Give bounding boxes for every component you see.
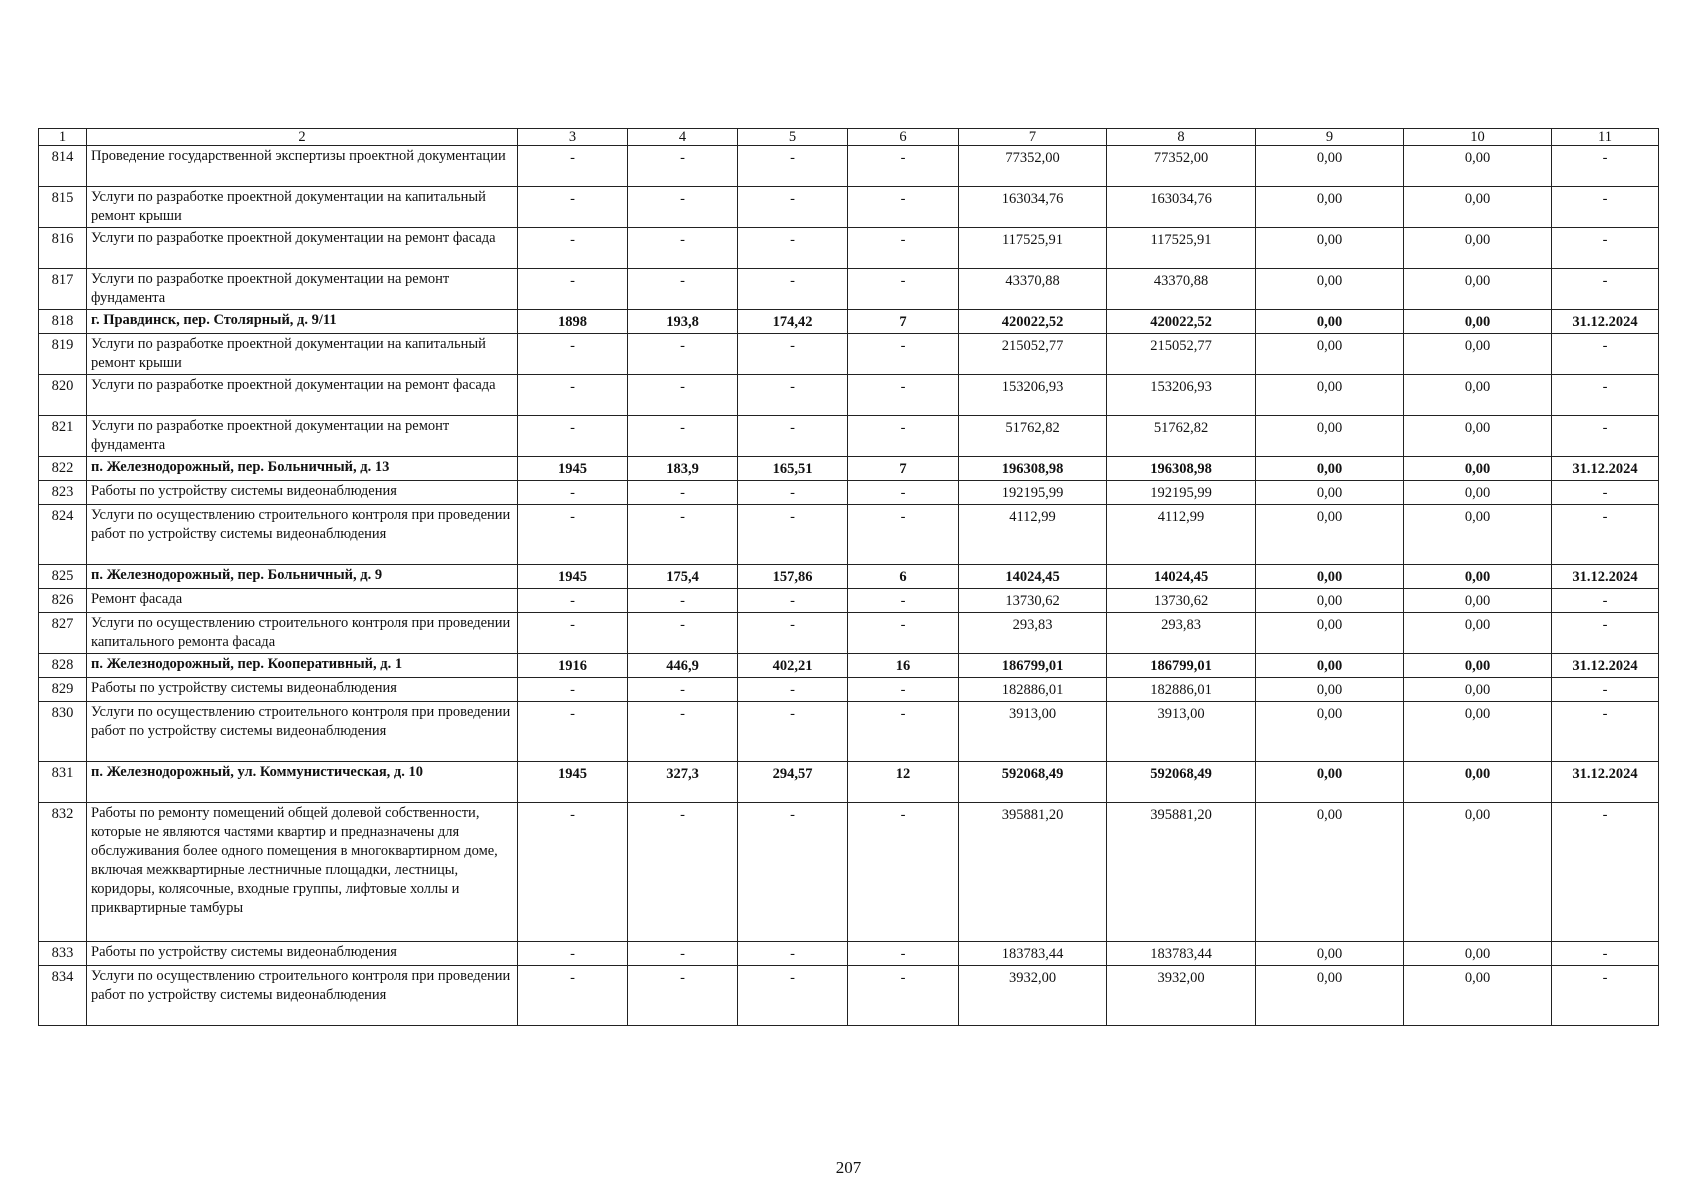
cell-cost-fund: 420022,52 <box>1107 310 1256 334</box>
row-description: Услуги по осуществлению строительного контроля при проведении работ по устройству системы видеонаблюдения <box>87 966 518 1026</box>
cell-residents: - <box>848 416 959 457</box>
cell-area-living: 402,21 <box>738 654 848 678</box>
row-description: Услуги по разработке проектной документации на ремонт фасада <box>87 228 518 269</box>
cell-cost-budget: 0,00 <box>1256 228 1404 269</box>
table-row <box>39 187 1659 228</box>
cell-deadline: - <box>1552 613 1659 654</box>
cell-cost-budget: 0,00 <box>1256 565 1404 589</box>
cell-cost-total: 420022,52 <box>959 310 1107 334</box>
cell-deadline: - <box>1552 228 1659 269</box>
cell-area-total: - <box>628 803 738 942</box>
cell-cost-owners: 0,00 <box>1404 762 1552 803</box>
row-description: Услуги по разработке проектной документации на ремонт фундамента <box>87 269 518 310</box>
cell-area-living: - <box>738 146 848 187</box>
row-description: Ремонт фасада <box>87 589 518 613</box>
cell-area-living: - <box>738 803 848 942</box>
row-number: 829 <box>39 678 87 702</box>
cell-area-total: 175,4 <box>628 565 738 589</box>
cell-deadline: - <box>1552 702 1659 762</box>
cell-residents: - <box>848 589 959 613</box>
address-row <box>39 762 1659 803</box>
address-row <box>39 457 1659 481</box>
cell-cost-total: 77352,00 <box>959 146 1107 187</box>
row-number: 831 <box>39 762 87 803</box>
cell-year: - <box>518 678 628 702</box>
cell-area-total: - <box>628 589 738 613</box>
cell-area-total: - <box>628 678 738 702</box>
cell-cost-total: 215052,77 <box>959 334 1107 375</box>
address-row <box>39 565 1659 589</box>
row-description: Проведение государственной экспертизы проектной документации <box>87 146 518 187</box>
cell-residents: - <box>848 334 959 375</box>
row-description: Услуги по разработке проектной документации на капитальный ремонт крыши <box>87 187 518 228</box>
cell-cost-fund: 186799,01 <box>1107 654 1256 678</box>
cell-cost-total: 293,83 <box>959 613 1107 654</box>
row-number: 821 <box>39 416 87 457</box>
cell-year: 1898 <box>518 310 628 334</box>
cell-cost-fund: 163034,76 <box>1107 187 1256 228</box>
row-number: 833 <box>39 942 87 966</box>
cell-residents: - <box>848 375 959 416</box>
cell-deadline: - <box>1552 146 1659 187</box>
cell-cost-fund: 293,83 <box>1107 613 1256 654</box>
row-description: п. Железнодорожный, пер. Больничный, д. 9 <box>87 565 518 589</box>
cell-cost-total: 183783,44 <box>959 942 1107 966</box>
col-header-3: 3 <box>518 129 628 146</box>
cell-cost-owners: 0,00 <box>1404 310 1552 334</box>
address-row <box>39 654 1659 678</box>
cell-deadline: - <box>1552 334 1659 375</box>
cell-cost-budget: 0,00 <box>1256 762 1404 803</box>
cell-residents: - <box>848 481 959 505</box>
cell-cost-budget: 0,00 <box>1256 803 1404 942</box>
header-row <box>39 129 1659 146</box>
cell-residents: - <box>848 678 959 702</box>
cell-area-living: 165,51 <box>738 457 848 481</box>
cell-cost-total: 395881,20 <box>959 803 1107 942</box>
cell-deadline: - <box>1552 375 1659 416</box>
table-row <box>39 481 1659 505</box>
cell-year: 1945 <box>518 565 628 589</box>
cell-cost-fund: 183783,44 <box>1107 942 1256 966</box>
col-header-1: 1 <box>39 129 87 146</box>
cell-cost-total: 182886,01 <box>959 678 1107 702</box>
cell-area-living: - <box>738 481 848 505</box>
row-number: 834 <box>39 966 87 1026</box>
cell-cost-owners: 0,00 <box>1404 613 1552 654</box>
cell-deadline: 31.12.2024 <box>1552 457 1659 481</box>
table-row <box>39 613 1659 654</box>
cell-year: - <box>518 334 628 375</box>
cell-cost-owners: 0,00 <box>1404 269 1552 310</box>
cell-cost-total: 163034,76 <box>959 187 1107 228</box>
row-description: п. Железнодорожный, пер. Больничный, д. 13 <box>87 457 518 481</box>
cell-cost-owners: 0,00 <box>1404 187 1552 228</box>
row-description: Услуги по разработке проектной документации на ремонт фасада <box>87 375 518 416</box>
cell-cost-fund: 117525,91 <box>1107 228 1256 269</box>
cell-residents: - <box>848 269 959 310</box>
table-header <box>39 129 1659 146</box>
cell-area-total: 446,9 <box>628 654 738 678</box>
cell-residents: - <box>848 228 959 269</box>
row-number: 828 <box>39 654 87 678</box>
cell-deadline: - <box>1552 589 1659 613</box>
cell-deadline: - <box>1552 269 1659 310</box>
cell-area-living: - <box>738 942 848 966</box>
table-row <box>39 334 1659 375</box>
cell-year: - <box>518 375 628 416</box>
cell-cost-budget: 0,00 <box>1256 187 1404 228</box>
cell-cost-budget: 0,00 <box>1256 678 1404 702</box>
cell-residents: - <box>848 803 959 942</box>
row-description: г. Правдинск, пер. Столярный, д. 9/11 <box>87 310 518 334</box>
cell-cost-budget: 0,00 <box>1256 310 1404 334</box>
cell-deadline: 31.12.2024 <box>1552 310 1659 334</box>
cell-residents: - <box>848 505 959 565</box>
cell-cost-budget: 0,00 <box>1256 966 1404 1026</box>
cell-area-living: - <box>738 375 848 416</box>
table-body <box>39 146 1659 1026</box>
cell-cost-owners: 0,00 <box>1404 457 1552 481</box>
cell-area-living: - <box>738 187 848 228</box>
cell-cost-total: 14024,45 <box>959 565 1107 589</box>
row-description: п. Железнодорожный, пер. Кооперативный, д. 1 <box>87 654 518 678</box>
cell-area-living: - <box>738 228 848 269</box>
cell-area-total: - <box>628 702 738 762</box>
table-row <box>39 416 1659 457</box>
cell-cost-total: 51762,82 <box>959 416 1107 457</box>
cell-cost-fund: 182886,01 <box>1107 678 1256 702</box>
cell-area-living: 174,42 <box>738 310 848 334</box>
row-number: 817 <box>39 269 87 310</box>
cell-cost-owners: 0,00 <box>1404 803 1552 942</box>
cell-year: - <box>518 416 628 457</box>
cell-year: - <box>518 187 628 228</box>
cell-cost-owners: 0,00 <box>1404 416 1552 457</box>
row-description: Услуги по разработке проектной документации на ремонт фундамента <box>87 416 518 457</box>
row-number: 814 <box>39 146 87 187</box>
cell-cost-budget: 0,00 <box>1256 269 1404 310</box>
cell-area-total: - <box>628 966 738 1026</box>
cell-cost-fund: 3932,00 <box>1107 966 1256 1026</box>
cell-year: 1945 <box>518 762 628 803</box>
table-row <box>39 269 1659 310</box>
cell-area-living: - <box>738 505 848 565</box>
col-header-10: 10 <box>1404 129 1552 146</box>
cell-cost-total: 4112,99 <box>959 505 1107 565</box>
cell-cost-total: 13730,62 <box>959 589 1107 613</box>
cell-cost-fund: 196308,98 <box>1107 457 1256 481</box>
row-number: 830 <box>39 702 87 762</box>
cell-cost-owners: 0,00 <box>1404 334 1552 375</box>
table-row <box>39 375 1659 416</box>
cell-area-living: - <box>738 416 848 457</box>
cell-cost-fund: 14024,45 <box>1107 565 1256 589</box>
row-number: 820 <box>39 375 87 416</box>
row-description: Услуги по осуществлению строительного контроля при проведении работ по устройству системы видеонаблюдения <box>87 702 518 762</box>
cell-cost-budget: 0,00 <box>1256 702 1404 762</box>
cell-deadline: - <box>1552 966 1659 1026</box>
cell-residents: - <box>848 187 959 228</box>
cell-year: - <box>518 589 628 613</box>
cell-residents: - <box>848 942 959 966</box>
row-description: Услуги по осуществлению строительного контроля при проведении работ по устройству системы видеонаблюдения <box>87 505 518 565</box>
cell-cost-fund: 192195,99 <box>1107 481 1256 505</box>
table-row <box>39 228 1659 269</box>
cell-cost-fund: 3913,00 <box>1107 702 1256 762</box>
cell-cost-budget: 0,00 <box>1256 375 1404 416</box>
cell-area-total: - <box>628 228 738 269</box>
col-header-11: 11 <box>1552 129 1659 146</box>
cell-cost-total: 186799,01 <box>959 654 1107 678</box>
cell-cost-budget: 0,00 <box>1256 146 1404 187</box>
cell-cost-fund: 395881,20 <box>1107 803 1256 942</box>
cell-cost-owners: 0,00 <box>1404 146 1552 187</box>
cell-cost-owners: 0,00 <box>1404 375 1552 416</box>
row-number: 832 <box>39 803 87 942</box>
cell-year: - <box>518 702 628 762</box>
cell-cost-total: 592068,49 <box>959 762 1107 803</box>
cell-area-total: - <box>628 613 738 654</box>
cell-area-total: - <box>628 187 738 228</box>
cell-year: - <box>518 966 628 1026</box>
cell-cost-budget: 0,00 <box>1256 334 1404 375</box>
cell-area-total: 183,9 <box>628 457 738 481</box>
row-description: Услуги по разработке проектной документации на капитальный ремонт крыши <box>87 334 518 375</box>
cell-year: - <box>518 942 628 966</box>
cell-area-living: - <box>738 589 848 613</box>
cell-residents: 16 <box>848 654 959 678</box>
row-description: п. Железнодорожный, ул. Коммунистическая, д. 10 <box>87 762 518 803</box>
col-header-6: 6 <box>848 129 959 146</box>
cell-deadline: - <box>1552 803 1659 942</box>
cell-area-total: - <box>628 505 738 565</box>
table-row <box>39 589 1659 613</box>
cell-year: - <box>518 228 628 269</box>
cell-deadline: - <box>1552 416 1659 457</box>
cell-cost-owners: 0,00 <box>1404 654 1552 678</box>
cell-cost-total: 3932,00 <box>959 966 1107 1026</box>
cell-year: 1916 <box>518 654 628 678</box>
cell-area-living: - <box>738 966 848 1026</box>
cell-cost-budget: 0,00 <box>1256 654 1404 678</box>
cell-deadline: 31.12.2024 <box>1552 565 1659 589</box>
cell-area-total: 327,3 <box>628 762 738 803</box>
cell-cost-total: 196308,98 <box>959 457 1107 481</box>
cell-area-total: - <box>628 146 738 187</box>
cell-deadline: - <box>1552 505 1659 565</box>
cell-area-total: - <box>628 269 738 310</box>
table-row <box>39 505 1659 565</box>
table-row <box>39 803 1659 942</box>
cell-cost-total: 3913,00 <box>959 702 1107 762</box>
cell-cost-fund: 153206,93 <box>1107 375 1256 416</box>
page-number: 207 <box>835 1158 862 1177</box>
cell-deadline: 31.12.2024 <box>1552 762 1659 803</box>
col-header-8: 8 <box>1107 129 1256 146</box>
cell-area-living: 157,86 <box>738 565 848 589</box>
cell-residents: - <box>848 702 959 762</box>
cell-cost-owners: 0,00 <box>1404 678 1552 702</box>
cell-cost-owners: 0,00 <box>1404 702 1552 762</box>
cell-cost-owners: 0,00 <box>1404 505 1552 565</box>
col-header-9: 9 <box>1256 129 1404 146</box>
cell-cost-budget: 0,00 <box>1256 613 1404 654</box>
cell-area-living: - <box>738 334 848 375</box>
cell-area-living: - <box>738 702 848 762</box>
cell-cost-budget: 0,00 <box>1256 416 1404 457</box>
cell-residents: 6 <box>848 565 959 589</box>
cell-cost-fund: 43370,88 <box>1107 269 1256 310</box>
table-row <box>39 678 1659 702</box>
cell-cost-owners: 0,00 <box>1404 565 1552 589</box>
row-number: 818 <box>39 310 87 334</box>
row-number: 815 <box>39 187 87 228</box>
cell-residents: - <box>848 966 959 1026</box>
cell-area-total: - <box>628 942 738 966</box>
row-number: 816 <box>39 228 87 269</box>
cell-cost-owners: 0,00 <box>1404 966 1552 1026</box>
cell-area-total: - <box>628 416 738 457</box>
cell-deadline: - <box>1552 481 1659 505</box>
cell-year: - <box>518 481 628 505</box>
cell-cost-total: 43370,88 <box>959 269 1107 310</box>
cell-year: - <box>518 505 628 565</box>
cell-cost-budget: 0,00 <box>1256 481 1404 505</box>
row-number: 825 <box>39 565 87 589</box>
cell-cost-fund: 13730,62 <box>1107 589 1256 613</box>
cell-area-living: - <box>738 613 848 654</box>
cell-residents: 7 <box>848 310 959 334</box>
cell-cost-budget: 0,00 <box>1256 942 1404 966</box>
col-header-7: 7 <box>959 129 1107 146</box>
cell-cost-budget: 0,00 <box>1256 457 1404 481</box>
cell-area-living: 294,57 <box>738 762 848 803</box>
row-description: Работы по устройству системы видеонаблюдения <box>87 942 518 966</box>
row-number: 822 <box>39 457 87 481</box>
cell-year: - <box>518 269 628 310</box>
col-header-4: 4 <box>628 129 738 146</box>
cell-cost-total: 192195,99 <box>959 481 1107 505</box>
table-row <box>39 966 1659 1026</box>
col-header-2: 2 <box>87 129 518 146</box>
cell-residents: - <box>848 146 959 187</box>
cell-area-total: 193,8 <box>628 310 738 334</box>
col-header-5: 5 <box>738 129 848 146</box>
address-row <box>39 310 1659 334</box>
row-number: 824 <box>39 505 87 565</box>
works-table <box>38 128 1659 1026</box>
cell-cost-owners: 0,00 <box>1404 228 1552 269</box>
cell-deadline: 31.12.2024 <box>1552 654 1659 678</box>
row-description: Работы по устройству системы видеонаблюдения <box>87 481 518 505</box>
cell-cost-budget: 0,00 <box>1256 589 1404 613</box>
table-row <box>39 702 1659 762</box>
cell-deadline: - <box>1552 942 1659 966</box>
cell-area-living: - <box>738 678 848 702</box>
row-description: Работы по ремонту помещений общей долевой собственности, которые не являются частями квартир и предназначены для обслуживания более одного помещения в многоквартирном доме, включая межквартирные лестничные площадки, лестницы, коридоры, колясочные, входные группы, лифтовые холлы и приквартирные тамбуры <box>87 803 518 942</box>
cell-year: 1945 <box>518 457 628 481</box>
row-description: Работы по устройству системы видеонаблюдения <box>87 678 518 702</box>
row-description: Услуги по осуществлению строительного контроля при проведении капитального ремонта фасада <box>87 613 518 654</box>
cell-cost-owners: 0,00 <box>1404 589 1552 613</box>
cell-area-total: - <box>628 481 738 505</box>
row-number: 819 <box>39 334 87 375</box>
cell-area-total: - <box>628 334 738 375</box>
row-number: 823 <box>39 481 87 505</box>
cell-cost-fund: 215052,77 <box>1107 334 1256 375</box>
cell-cost-total: 153206,93 <box>959 375 1107 416</box>
table-row <box>39 146 1659 187</box>
cell-area-total: - <box>628 375 738 416</box>
cell-cost-fund: 77352,00 <box>1107 146 1256 187</box>
cell-cost-total: 117525,91 <box>959 228 1107 269</box>
cell-deadline: - <box>1552 678 1659 702</box>
cell-residents: 7 <box>848 457 959 481</box>
cell-cost-fund: 51762,82 <box>1107 416 1256 457</box>
cell-deadline: - <box>1552 187 1659 228</box>
cell-cost-budget: 0,00 <box>1256 505 1404 565</box>
cell-cost-fund: 4112,99 <box>1107 505 1256 565</box>
row-number: 827 <box>39 613 87 654</box>
cell-year: - <box>518 146 628 187</box>
table-row <box>39 942 1659 966</box>
cell-cost-owners: 0,00 <box>1404 942 1552 966</box>
cell-cost-owners: 0,00 <box>1404 481 1552 505</box>
cell-area-living: - <box>738 269 848 310</box>
cell-year: - <box>518 613 628 654</box>
cell-residents: - <box>848 613 959 654</box>
row-number: 826 <box>39 589 87 613</box>
cell-residents: 12 <box>848 762 959 803</box>
cell-cost-fund: 592068,49 <box>1107 762 1256 803</box>
cell-year: - <box>518 803 628 942</box>
